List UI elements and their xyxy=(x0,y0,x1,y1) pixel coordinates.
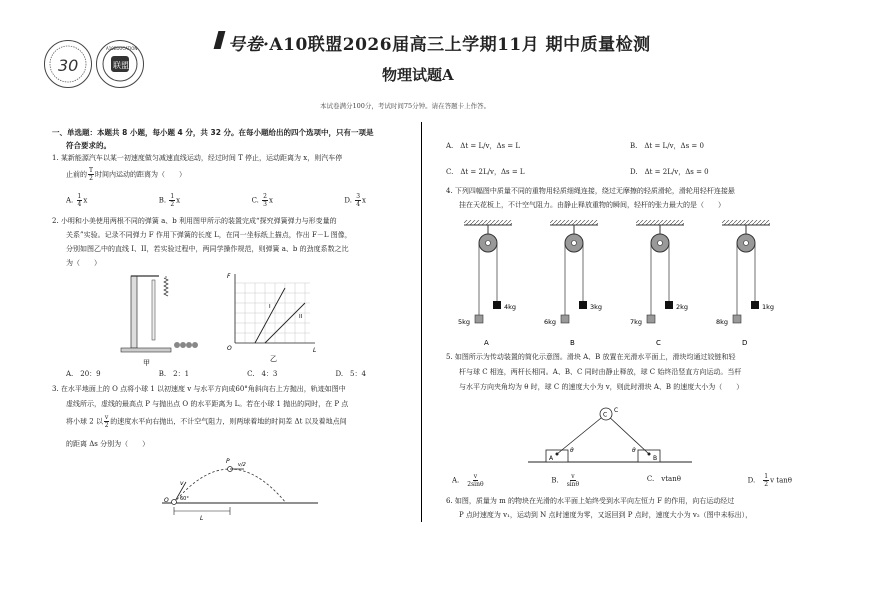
q1-option-b[interactable]: B. $\frac{1}{2}$ x xyxy=(158,193,181,208)
svg-text:D: D xyxy=(742,339,748,347)
svg-text:1kg: 1kg xyxy=(762,303,775,311)
q2-option-b[interactable]: B. 2：1 xyxy=(158,370,190,378)
exam-title xyxy=(228,30,651,55)
pulley-d xyxy=(716,220,774,347)
q1-option-c[interactable]: C. $\frac{2}{3}$ x xyxy=(251,193,273,208)
svg-text:4kg: 4kg xyxy=(504,303,517,311)
q6-line1: 6. 如图，质量为 m 的物块在光滑的水平面上始终受到水平向左恒力 F 的作用，向右运动经过 xyxy=(446,497,735,505)
distance-l-label: L xyxy=(200,515,204,521)
column-divider xyxy=(421,122,422,522)
block-a-label: A xyxy=(549,455,554,462)
v-label: v xyxy=(180,480,184,487)
line-i-label: I xyxy=(269,304,271,310)
school-logo-left xyxy=(44,40,92,88)
brand-mark-icon xyxy=(214,31,226,49)
theta-right-label: θ xyxy=(632,447,636,454)
q5-line1: 5. 如图所示为传动装置的简化示意图。滑块 A、B 放置在光滑水平面上，滑块均通过铰链和轻 xyxy=(446,353,736,361)
q2-option-a[interactable]: A. 20：9 xyxy=(66,370,101,378)
q1-line1: 1. 某新能源汽车以某一初速度做匀减速直线运动，经过时间 T 停止，运动距离为 x，则汽车停 xyxy=(52,154,343,162)
q1-frac: $\frac{T}{2}$ xyxy=(89,167,94,182)
q4-pulley-figures xyxy=(446,215,816,350)
q4-line1: 4. 下列四幅图中质量不同的重物用轻质细绳连接，绕过无摩擦的轻质滑轮，滑轮用轻杆连接悬 xyxy=(446,187,735,195)
q2-line3: 分别如图乙中的直线 I、II，若实验过程中，两同学操作规范，则弹簧 a、b 的劲度系数之比 xyxy=(66,245,349,253)
angle-label: 60° xyxy=(180,496,189,502)
q6-line2: P 点时速度为 v₁，运动到 N 点时速度为零，又返回到 P 点时，速度大小为 v₂（图中未标出）， xyxy=(459,511,753,519)
q3-line2: 虚线所示，虚线的最高点 P 与抛出点 O 的水平距离为 L。若在小球 1 抛出的同时，在 P 点 xyxy=(66,400,349,408)
spring-stand-figure xyxy=(121,276,198,367)
svg-text:B: B xyxy=(570,339,575,347)
q2-line1: 2. 小明和小美使用两根不同的弹簧 a、b 利用图甲所示的装置完成“探究弹簧弹力与形变量的 xyxy=(52,217,337,225)
q2-option-d[interactable]: D. 5：4 xyxy=(335,370,366,378)
q4-line2: 挂在天花板上，不计空气阻力。由静止释放重物的瞬间，轻杆的张力最大的是（ ） xyxy=(459,201,725,209)
svg-text:2kg: 2kg xyxy=(676,303,689,311)
svg-text:7kg: 7kg xyxy=(630,318,643,326)
axis-l-label: L xyxy=(313,347,317,354)
q2-option-c[interactable]: C. 4：3 xyxy=(247,370,278,378)
q1-options xyxy=(66,193,366,208)
ball-c-outer-label: C xyxy=(614,407,619,414)
q3-line1: 3. 在水平地面上的 O 点将小球 1 以初速度 v 与水平方向成60°角斜向右上方抛出，轨迹如图中 xyxy=(52,385,346,393)
q3-option-c[interactable]: C. Δt = 2L/v，Δs = L xyxy=(446,168,525,176)
q2-line2: 关系”实验。记录不同弹力 F 作用下弹簧的长度 L，在同一坐标纸上描点，作出 F－L 图像， xyxy=(66,231,352,239)
line-ii-label: II xyxy=(299,314,303,320)
f-l-graph xyxy=(227,273,316,363)
section-heading-cont: 符合要求的。 xyxy=(66,141,111,150)
svg-text:5kg: 5kg xyxy=(458,318,471,326)
svg-text:A10EDUCATION: A10EDUCATION xyxy=(106,46,138,51)
a10-education-icon xyxy=(97,41,143,87)
svg-text:6kg: 6kg xyxy=(544,318,557,326)
figure-label-yi: 乙 xyxy=(270,355,277,363)
q1-line2: 止前的 $\frac{T}{2}$ 时间内运动的距离为（ ） xyxy=(66,167,187,182)
q3-option-b[interactable]: B. Δt = L/v，Δs = 0 xyxy=(630,142,704,150)
q5-options xyxy=(452,473,792,488)
q2-figures xyxy=(115,268,325,368)
q3-option-d[interactable]: D. Δt = 2L/v，Δs = 0 xyxy=(630,168,709,176)
q1-option-a[interactable]: A. $\frac{1}{4}$ x xyxy=(66,193,88,208)
q5-linkage-figure xyxy=(520,402,700,466)
q2-line4: 为（ ） xyxy=(66,259,101,267)
subject-title: 物理试题A xyxy=(382,66,454,84)
svg-text:8kg: 8kg xyxy=(716,318,729,326)
axis-f-label: F xyxy=(227,273,231,280)
brand-label: 号卷· xyxy=(228,35,270,55)
q3-option-a[interactable]: A. Δt = L/v，Δs = L xyxy=(446,142,521,150)
q3-line3: 将小球 2 以 $\frac{v}{2}$ 的速度水平向右抛出，不计空气阻力，则两球着地的时间差 Δt 以及着地点间 xyxy=(66,414,347,429)
pulley-c xyxy=(630,220,688,347)
svg-text:A: A xyxy=(484,339,489,347)
q5-line3: 与水平方向夹角均为 θ 时，球 C 的速度大小为 v，则此时滑块 A、B 的速度大小为（ ） xyxy=(459,383,744,391)
block-b-label: B xyxy=(653,455,658,462)
a10-logo-right xyxy=(96,40,144,88)
q5-option-b[interactable]: B. $\frac{v}{\sin\theta}$ xyxy=(551,473,580,488)
title-text: A10联盟2026届高三上学期11月 期中质量检测 xyxy=(269,35,651,55)
pulley-a xyxy=(458,220,516,347)
svg-text:3kg: 3kg xyxy=(590,303,603,311)
q2-options xyxy=(66,368,366,381)
pulley-b xyxy=(544,220,602,347)
svg-text:30: 30 xyxy=(58,56,79,75)
q5-option-d[interactable]: D. $\frac{1}{2}$ v tanθ xyxy=(747,473,792,488)
exam-note: 本试卷满分100分，考试时间75分钟。请在答题卡上作答。 xyxy=(320,102,491,110)
ball-c-label: C xyxy=(603,411,608,419)
point-p-label: P xyxy=(226,458,230,465)
svg-text:联盟: 联盟 xyxy=(113,61,129,70)
figure-label-jia: 甲 xyxy=(143,359,150,367)
origin-label: O xyxy=(227,345,232,352)
q3-projectile-figure xyxy=(158,455,328,521)
point-o-label: O xyxy=(164,497,169,504)
q5-line2: 杆与球 C 相连，两杆长相同。A、B、C 同时由静止释放，球 C 始终沿竖直方向运动。当杆 xyxy=(459,368,742,376)
q5-option-a[interactable]: A. $\frac{v}{2\sin\theta}$ xyxy=(452,473,484,488)
theta-left-label: θ xyxy=(570,447,574,454)
anniversary-30-icon xyxy=(45,41,91,87)
svg-text:C: C xyxy=(656,339,661,347)
q3-line4: 的距离 Δs 分别为（ ） xyxy=(66,440,150,448)
q5-option-c[interactable]: C. vtanθ xyxy=(646,475,681,483)
v-half-label: v/2 xyxy=(238,462,246,468)
section-heading: 一、单选题：本题共 8 小题，每小题 4 分，共 32 分。在每小题给出的四个选项中，只有一项是 xyxy=(52,128,374,137)
q1-option-d[interactable]: D. $\frac{3}{4}$ x xyxy=(344,193,366,208)
